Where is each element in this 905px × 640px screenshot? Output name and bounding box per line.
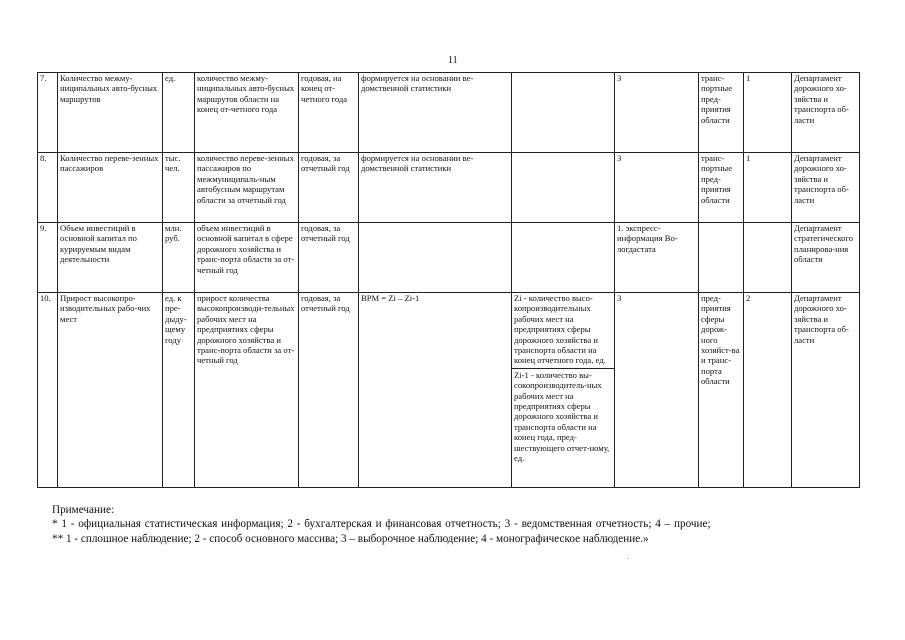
data-source: 1. экспресс-информация Во-логдастата xyxy=(615,223,699,293)
coverage: 1 xyxy=(744,73,792,153)
components xyxy=(512,293,615,488)
indicator-name: Количество межму-ниципальных авто-бусных маршрутов xyxy=(58,73,163,153)
data-source: 3 xyxy=(615,73,699,153)
component-zi: Zi - количество высо-копроизводительных рабочих мест на предприятиях сферы дорожного хозяйства и транспорта области на конец отчетного года, ед. xyxy=(512,293,614,369)
page-number: 11 xyxy=(448,55,458,66)
unit: ед. xyxy=(163,73,195,153)
table-row xyxy=(38,223,860,293)
note-source-types: * 1 - официальная статистическая информация; 2 - бухгалтерская и финансовая отчетность; 3 - ведомственная отчетность; 4 – прочие; xyxy=(52,518,711,530)
definition: объем инвестиций в основной капитал в сфере дорожного хозяйства и транс-порта области за от-четный год xyxy=(195,223,299,293)
calculation-method: ВРМ = Zi – Zi-1 xyxy=(359,293,512,488)
row-number: 10. xyxy=(38,293,58,488)
unit: млн. руб. xyxy=(163,223,195,293)
component-zi-1: Zi-1 - количество вы-сокопроизводитель-ных рабочих мест на предприятиях сферы дорожного хозяйства и транспорта области на конец года, пред-шествующего отчет-ному, ед. xyxy=(514,369,610,464)
row-number: 7. xyxy=(38,73,58,153)
indicator-name: Объем инвестиций в основной капитал по курируемым видам деятельности xyxy=(58,223,163,293)
row-number: 9. xyxy=(38,223,58,293)
note-observation-types: ** 1 - сплошное наблюдение; 2 - способ основного массива; 3 – выборочное наблюдение; 4 - монографическое наблюдение.» xyxy=(52,533,649,545)
responsible-subject: транс-портные пред-приятия области xyxy=(699,73,744,153)
periodicity: годовая, за отчетный год xyxy=(299,293,359,488)
scan-speck xyxy=(627,558,628,559)
table-row xyxy=(38,73,860,153)
periodicity: годовая, за отчетный год xyxy=(299,223,359,293)
unit: тыс. чел. xyxy=(163,153,195,223)
table-row xyxy=(38,153,860,223)
periodicity: годовая, за отчетный год xyxy=(299,153,359,223)
unit: ед. к пре-дыду-щему году xyxy=(163,293,195,488)
notes-title: Примечание: xyxy=(52,504,115,516)
periodicity: годовая, на конец от-четного года xyxy=(299,73,359,153)
calculation-method xyxy=(359,223,512,293)
indicator-name: Прирост высокопро-изводительных рабо-чих мест xyxy=(58,293,163,488)
calculation-method: формируется на основании ве-домственной статистики xyxy=(359,73,512,153)
coverage: 1 xyxy=(744,153,792,223)
definition: количество переве-зенных пассажиров по межмуниципаль-ным автобусным маршрутам области за отчетный год xyxy=(195,153,299,223)
responsible-subject xyxy=(699,223,744,293)
calculation-method: формируется на основании ве-домственной статистики xyxy=(359,153,512,223)
coverage: 2 xyxy=(744,293,792,488)
data-source: 3 xyxy=(615,293,699,488)
department: Департамент стратегического планирова-ния области xyxy=(792,223,860,293)
department: Департамент дорожного хо-зяйства и транспорта об-ласти xyxy=(792,73,860,153)
responsible-subject: транс-портные пред-приятия области xyxy=(699,153,744,223)
department: Департамент дорожного хо-зяйства и транспорта об-ласти xyxy=(792,293,860,488)
indicators-table xyxy=(37,72,860,488)
definition: прирост количества высокопроизводи-тельных рабочих мест на предприятиях сферы дорожного хозяйства и транс-порта области за от-четный год xyxy=(195,293,299,488)
components xyxy=(512,153,615,223)
definition: количество межму-ниципальных авто-бусных маршрутов области на конец от-четного года xyxy=(195,73,299,153)
department: Департамент дорожного хо-зяйства и транспорта об-ласти xyxy=(792,153,860,223)
coverage xyxy=(744,223,792,293)
table-row xyxy=(38,293,860,488)
row-number: 8. xyxy=(38,153,58,223)
responsible-subject: пред-приятия сферы дорож-ного хозяйст-ва и транс-порта области xyxy=(699,293,744,488)
components xyxy=(512,73,615,153)
components xyxy=(512,223,615,293)
data-source: 3 xyxy=(615,153,699,223)
indicator-name: Количество переве-зенных пассажиров xyxy=(58,153,163,223)
